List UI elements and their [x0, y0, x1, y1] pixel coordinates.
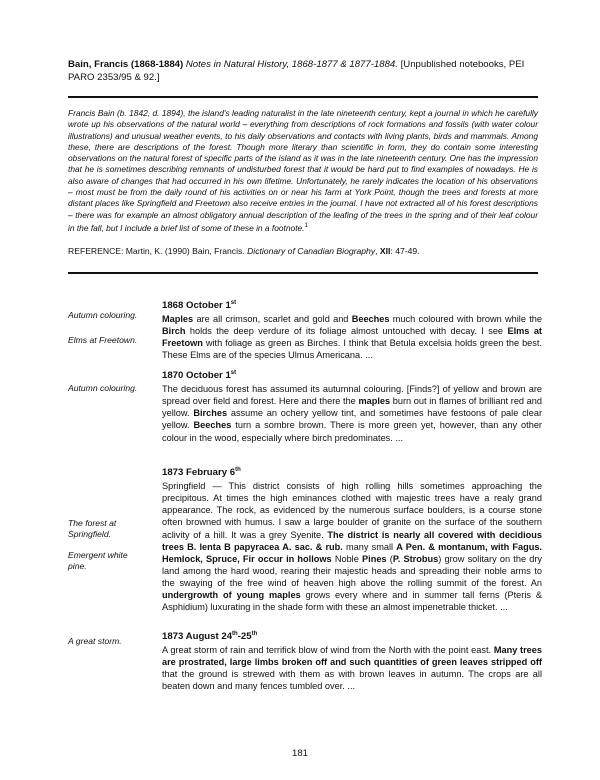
journal-entry — [162, 297, 542, 362]
entry-date: 1873 August 24th-25th — [162, 631, 258, 643]
entry-text: Springfield — This district consists of high rolling hills sometimes approaching the precipitous. At times the high eminances clothed with majestic trees have a realy grand appearance. The rock, as evidenced by the numerous surface boulders, is a course stone often browned with humus. I saw a large boulder of granite on the surface of the southern aclivity of a hill. It was a grey Syenite. The district is nearly all covered with decidious trees B. lenta B papyracea A. sac. & rub. many small A Pen. & montanum, with Fagus. Hemlock, Spruce, Fir occur in hollows Noble Pines (P. Strobus) grow solitary on the dry land among the hard wood, rearing their majestic heads and spreading their noble arms to the swaying of the free wind of heaven high above the rolling summit of the forest. An undergrowth of young maples grows every where and in summer tall ferns (Pteris & Asphidium) luxurating in the shade form with these an almost impenetrable thicket. ... — [162, 481, 543, 613]
journal-entry — [162, 367, 542, 444]
intro-text: Francis Bain (b. 1842, d. 1894), the island's leading naturalist in the late nineteenth century, kept a journal in which he carefully wrote up his observations of the natural world – everything from descriptions of rock formations and fossils (with water colour illustrations) and unusual weather events, to his daily observations and contacts with living plants, birds and mammals. Among these, there are descriptions of the forest. Though more literary than scientific in form, they do contain some interesting observations on the natural forest of specific parts of the island as it was in the late nineteenth century. One has the impression that he is sometimes describing remnants of undisturbed forest that it would be hard put to find examples of nowadays. He is also aware of changes that had occurred in his own lifetime. Unfortunately, he rarely indicates the location of his observations – most must be from the daily round of his activities on or near his farm at York Point, though the trees and forests at more distant places like Springfield and Freetown also receive entries in the journal. I have not extracted all of his forest descriptions – there was for example an almost obligatory annual description of the leafing of the trees in the spring and of their leaf colour in the fall, but I include a brief list of some of these in a footnote. — [68, 108, 538, 233]
bottom-divider — [68, 272, 538, 274]
top-divider — [68, 96, 538, 98]
entry-date: 1870 October 1st — [162, 370, 237, 382]
reference-prefix: REFERENCE: Martin, K. (1990) Bain, Francis. — [68, 246, 245, 256]
entry-date: 1868 October 1st — [162, 300, 237, 312]
reference-volume: XII — [379, 246, 391, 256]
work-title: Notes in Natural History, 1868-1877 & 1877-1884. — [185, 59, 398, 70]
reference-pages: : 47-49. — [390, 246, 420, 256]
intro-paragraph — [68, 108, 538, 234]
margin-note: Autumn colouring. — [68, 310, 138, 320]
entry-text: The deciduous forest has assumed its autumnal colouring. [Finds?] of yellow and brown are spread over field and forest. Here and there the maples burn out in flames of brilliant red and yellow. Birches assume an ochery yellow tint, and sometimes have festoons of pale clear yellow. Beeches turn a sombre brown. There is more green yet, however, than any other colour in the wood, especially where birch predominates. ... — [162, 384, 543, 443]
reference-journal: Dictionary of Canadian Biography — [247, 246, 376, 256]
margin-note: A great storm. — [68, 636, 122, 646]
margin-note: Emergent white pine. — [68, 550, 128, 571]
author-years: Bain, Francis (1868-1884) — [68, 59, 184, 70]
entry-text: Maples are all crimson, scarlet and gold and Beeches much coloured with brown while the Birch holds the deep verdure of its foliage almost untouched with decay. I see Elms at Freetown with foliage as green as Birches. I think that Betula excelsia holds green the best. These Elms are of the species Ulmus Americana. ... — [162, 314, 542, 361]
margin-note: Elms at Freetown. — [68, 335, 138, 345]
journal-entry — [162, 628, 542, 693]
citation-header — [68, 58, 538, 84]
entry-text: A great storm of rain and terrifick blow of wind from the North with the point east. Many trees are prostrated, large limbs broken off and such quantities of green leaves stripped off that the ground is strewed with them as with brown leaves in autumn. The crops are all beaten down and many fences tumbled over. ... — [162, 645, 542, 692]
journal-entry — [162, 464, 542, 613]
source-note: [Unpublished notebooks, PEI PARO 2353/95 & 92.] — [68, 59, 525, 83]
reference-line: REFERENCE: Martin, K. (1990) Bain, Francis. Dictionary of Canadian Biography, XII: 47-49. — [68, 246, 420, 256]
margin-note: The forest at Springfield. — [68, 518, 117, 539]
margin-note: Autumn colouring. — [68, 383, 138, 393]
entry-date: 1873 February 6th — [162, 467, 241, 479]
page-number: 181 — [291, 748, 308, 759]
footnote-mark: 1 — [304, 222, 308, 229]
